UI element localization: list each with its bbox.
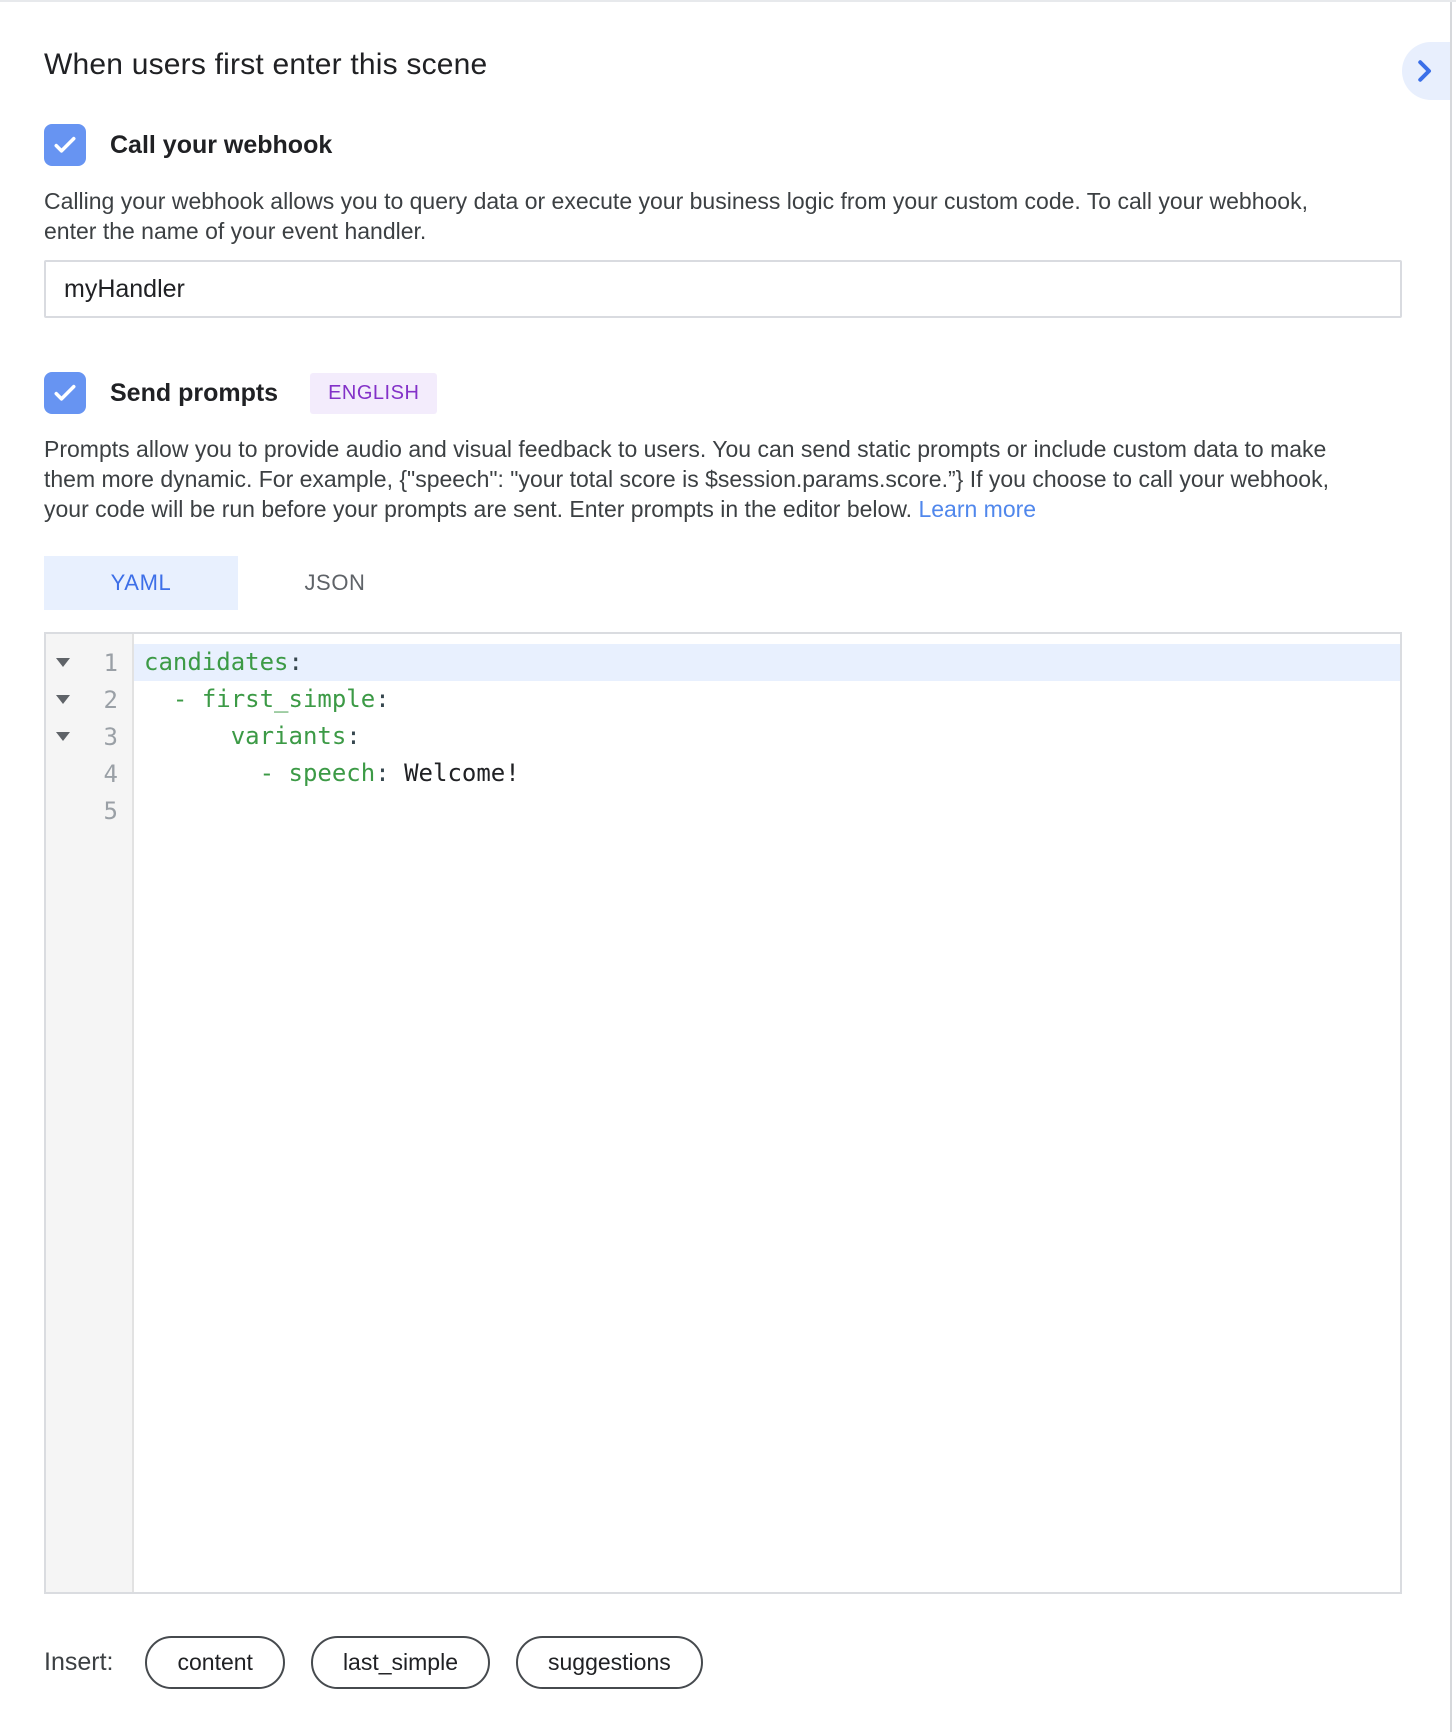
tab-yaml[interactable]: YAML: [44, 556, 238, 610]
code-line[interactable]: variants:: [230, 722, 361, 750]
gutter-row: [46, 792, 132, 829]
send-prompts-label: Send prompts: [110, 378, 279, 407]
send-prompts-checkbox[interactable]: [44, 372, 86, 414]
event-handler-input[interactable]: [44, 260, 1402, 318]
insert-label: Insert:: [44, 1648, 114, 1676]
fold-triangle-icon[interactable]: [56, 695, 70, 704]
panel-right-border: [1450, 2, 1452, 1732]
format-tabs: [44, 556, 1402, 610]
editor-gutter: [46, 634, 134, 1592]
insert-content-button[interactable]: content: [145, 1636, 284, 1689]
fold-triangle-icon[interactable]: [56, 732, 70, 741]
prompts-description: Prompts allow you to provide audio and visual feedback to users. You can send static prompts or include custom data to make them more dynamic. For example, {"speech": "your total score is $session.params.score.”} If you choose to call your webhook, your code will be run before your prompts are sent. Enter prompts in the editor below. Learn more: [44, 436, 1329, 522]
webhook-description: Calling your webhook allows you to query data or execute your business logic from your custom code. To call your webhook, enter the name of your event handler.: [44, 188, 1308, 244]
call-webhook-checkbox[interactable]: [44, 124, 86, 166]
insert-last-simple-button[interactable]: last_simple: [311, 1636, 490, 1689]
checkmark-icon: [51, 379, 79, 407]
insert-suggestions-button[interactable]: suggestions: [516, 1636, 703, 1689]
gutter-row: [46, 755, 132, 792]
tab-json[interactable]: JSON: [304, 570, 366, 595]
webhook-section: [44, 124, 1402, 318]
learn-more-link[interactable]: Learn more: [918, 496, 1037, 522]
line-number: 2: [103, 685, 118, 714]
code-line[interactable]: - first_simple:: [172, 685, 390, 713]
code-line[interactable]: - speech: Welcome!: [259, 759, 520, 787]
line-number: 1: [103, 648, 118, 677]
line-number: 4: [103, 759, 118, 788]
gutter-row: [46, 681, 132, 718]
code-line[interactable]: [134, 792, 1400, 829]
line-number: 5: [103, 796, 118, 825]
fold-triangle-icon[interactable]: [56, 658, 70, 667]
chevron-right-icon: [1409, 56, 1439, 86]
prompt-code-editor[interactable]: [44, 632, 1402, 1594]
insert-bar: [44, 1636, 1402, 1689]
prompts-section: [44, 372, 1402, 1594]
line-number: 3: [103, 722, 118, 751]
gutter-row: [46, 644, 132, 681]
call-webhook-label: Call your webhook: [110, 130, 333, 159]
page-title: When users first enter this scene: [44, 48, 488, 81]
checkmark-icon: [51, 131, 79, 159]
editor-code[interactable]: [134, 634, 1400, 1592]
code-line[interactable]: candidates:: [134, 644, 1400, 681]
gutter-row: [46, 718, 132, 755]
language-badge: ENGLISH: [310, 373, 437, 414]
